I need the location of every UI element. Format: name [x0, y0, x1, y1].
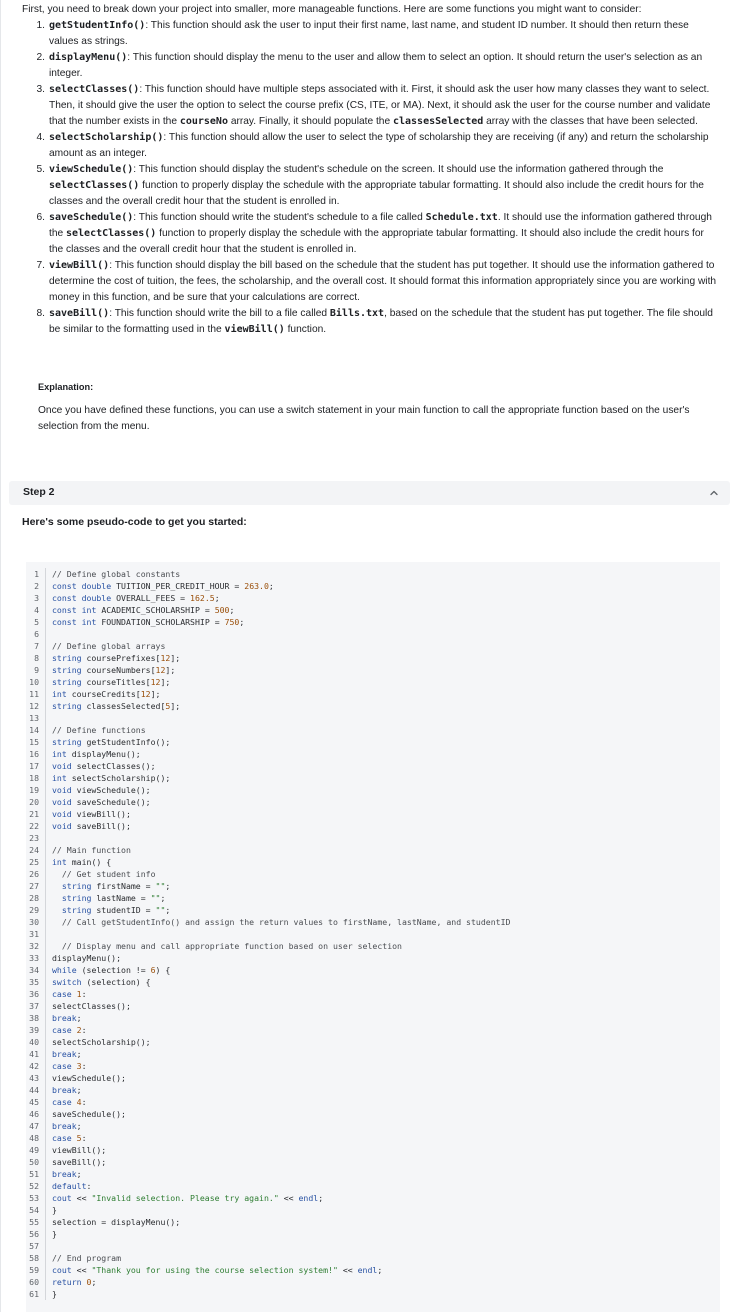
list-text: [49, 50, 722, 82]
code-line: [26, 880, 720, 892]
inline-code: courseNo: [179, 116, 228, 127]
function-desc: : This function should display the bill based on the schedule that the student has put together. It should use the information gathered to determine the cost of tuition, the fees, the scholarship, and the overall cost. It should format this information appropriately since you are working with money in this function, and be sure that your calculations are correct.: [49, 260, 717, 303]
list-item: [22, 82, 722, 130]
line-number: 13: [26, 712, 46, 724]
code-line: [26, 964, 720, 976]
code-text: // End program: [52, 1253, 122, 1263]
code-line: [26, 1024, 720, 1036]
code-text: [46, 712, 52, 724]
line-number: 5: [26, 616, 46, 628]
code-text: [46, 628, 52, 640]
code-text: string lastName = "";: [61, 893, 166, 903]
line-number: 4: [26, 604, 46, 616]
code-line: [26, 1012, 720, 1024]
code-line: [26, 1288, 720, 1300]
code-line: [26, 1084, 720, 1096]
code-line: [26, 700, 720, 712]
inline-code: selectClasses(): [49, 180, 140, 191]
code-line: [26, 844, 720, 856]
explanation-section: [38, 380, 728, 435]
line-number: 50: [26, 1156, 46, 1168]
line-number: 3: [26, 592, 46, 604]
line-number: 37: [26, 1000, 46, 1012]
line-number: 28: [26, 892, 46, 904]
function-desc: array. Finally, it should populate the: [227, 116, 393, 127]
line-number: 25: [26, 856, 46, 868]
code-line: [26, 1276, 720, 1288]
code-line: [26, 580, 720, 592]
code-line: [26, 652, 720, 664]
code-lines: [26, 568, 720, 1300]
line-number: 26: [26, 868, 46, 880]
code-text: string getStudentInfo();: [52, 737, 171, 747]
code-text: return 0;: [52, 1277, 97, 1287]
code-line: [26, 1168, 720, 1180]
line-number: 7: [26, 640, 46, 652]
list-text: [49, 82, 722, 130]
code-line: [26, 1048, 720, 1060]
code-line: [26, 916, 720, 928]
code-text: case 4:: [52, 1097, 87, 1107]
code-line: [26, 808, 720, 820]
step-header[interactable]: [9, 481, 730, 505]
function-name: displayMenu(): [49, 52, 128, 63]
intro-text: First, you need to break down your project into smaller, more manageable functions. Here are some functions you might want to consider:: [22, 4, 642, 15]
line-number: 54: [26, 1204, 46, 1216]
line-number: 47: [26, 1120, 46, 1132]
code-line: [26, 1120, 720, 1132]
list-item: [22, 258, 722, 306]
list-number: 6.: [36, 212, 45, 223]
code-text: string coursePrefixes[12];: [52, 653, 181, 663]
code-line: [26, 1000, 720, 1012]
code-text: string courseTitles[12];: [52, 677, 171, 687]
code-line: [26, 760, 720, 772]
line-number: 27: [26, 880, 46, 892]
line-number: 48: [26, 1132, 46, 1144]
code-line: [26, 1204, 720, 1216]
inline-code: Bills.txt: [329, 308, 385, 319]
line-number: 9: [26, 664, 46, 676]
explanation-title: Explanation:: [38, 382, 94, 392]
line-number: 8: [26, 652, 46, 664]
code-text: break;: [52, 1121, 82, 1131]
code-line: [26, 988, 720, 1000]
line-number: 21: [26, 808, 46, 820]
line-number: 14: [26, 724, 46, 736]
list-item: [22, 130, 722, 162]
code-line: [26, 784, 720, 796]
line-number: 18: [26, 772, 46, 784]
code-text: // Display menu and call appropriate function based on user selection: [61, 941, 402, 951]
line-number: 56: [26, 1228, 46, 1240]
code-text: const double TUITION_PER_CREDIT_HOUR = 263.0;: [52, 581, 274, 591]
function-desc: function to properly display the schedule with the appropriate tabular formatting. It should also include the credit hours for the classes and the overall credit hour that the student is enrolled in.: [49, 228, 704, 255]
line-number: 59: [26, 1264, 46, 1276]
function-desc: : This function should allow the user to select the type of scholarship they are receiving (if any) and return the scholarship amount as an integer.: [49, 132, 709, 159]
code-text: [46, 928, 52, 940]
line-number: 38: [26, 1012, 46, 1024]
code-line: [26, 904, 720, 916]
function-name: getStudentInfo(): [49, 20, 146, 31]
function-desc: function to properly display the schedule with the appropriate tabular formatting. It should also include the credit hours for the classes and the overall credit hour that the student is enrolled in.: [49, 180, 704, 207]
list-number: 4.: [36, 132, 45, 143]
code-text: void viewSchedule();: [52, 785, 151, 795]
function-name: selectClasses(): [49, 84, 140, 95]
code-text: cout << "Invalid selection. Please try again." << endl;: [52, 1193, 324, 1203]
code-line: [26, 1144, 720, 1156]
inline-code: Schedule.txt: [425, 212, 498, 223]
code-text: cout << "Thank you for using the course selection system!" << endl;: [52, 1265, 383, 1275]
line-number: 61: [26, 1288, 46, 1300]
intro-section: [22, 2, 722, 338]
code-line: [26, 1072, 720, 1084]
line-number: 55: [26, 1216, 46, 1228]
code-line: [26, 628, 720, 640]
line-number: 11: [26, 688, 46, 700]
left-border: [0, 0, 1, 1312]
line-number: 46: [26, 1108, 46, 1120]
code-text: const int FOUNDATION_SCHOLARSHIP = 750;: [52, 617, 245, 627]
code-text: [46, 1240, 52, 1252]
code-line: [26, 772, 720, 784]
function-desc: : This function should display the student's schedule on the screen. It should use the information gathered through the: [133, 164, 664, 175]
code-line: [26, 748, 720, 760]
code-text: break;: [52, 1013, 82, 1023]
code-text: saveBill();: [52, 1157, 107, 1167]
code-text: void saveBill();: [52, 821, 131, 831]
step-label: Step 2: [23, 486, 55, 498]
line-number: 53: [26, 1192, 46, 1204]
code-line: [26, 592, 720, 604]
list-number: 5.: [36, 164, 45, 175]
list-number: 7.: [36, 260, 45, 271]
code-text: selectScholarship();: [52, 1037, 151, 1047]
code-text: // Get student info: [61, 869, 156, 879]
code-text: viewSchedule();: [52, 1073, 126, 1083]
pseudo-code-intro: Here's some pseudo-code to get you started:: [22, 516, 247, 528]
code-text: void saveSchedule();: [52, 797, 151, 807]
list-text: [49, 306, 722, 338]
inline-code: selectClasses(): [66, 228, 157, 239]
line-number: 35: [26, 976, 46, 988]
function-name: saveSchedule(): [49, 212, 134, 223]
inline-code: classesSelected: [392, 116, 484, 127]
line-number: 49: [26, 1144, 46, 1156]
line-number: 1: [26, 568, 46, 580]
code-text: case 2:: [52, 1025, 87, 1035]
code-text: }: [52, 1289, 57, 1299]
code-line: [26, 1036, 720, 1048]
code-line: [26, 736, 720, 748]
list-item: [22, 18, 722, 50]
function-name: saveBill(): [49, 308, 110, 319]
line-number: 60: [26, 1276, 46, 1288]
function-name: selectScholarship(): [49, 132, 164, 143]
line-number: 42: [26, 1060, 46, 1072]
line-number: 51: [26, 1168, 46, 1180]
code-line: [26, 568, 720, 580]
code-line: [26, 952, 720, 964]
code-text: while (selection != 6) {: [52, 965, 171, 975]
code-text: saveSchedule();: [52, 1109, 126, 1119]
line-number: 22: [26, 820, 46, 832]
code-line: [26, 1264, 720, 1276]
code-text: case 3:: [52, 1061, 87, 1071]
code-text: string classesSelected[5];: [52, 701, 181, 711]
line-number: 39: [26, 1024, 46, 1036]
function-desc: : This function should display the menu to the user and allow them to select an option. It should return the user's selection as an integer.: [49, 52, 703, 79]
line-number: 23: [26, 832, 46, 844]
list-number: 3.: [36, 84, 45, 95]
code-text: int displayMenu();: [52, 749, 141, 759]
function-name: viewBill(): [49, 260, 110, 271]
list-item: [22, 210, 722, 258]
code-text: // Call getStudentInfo() and assign the return values to firstName, lastName, and studentID: [61, 917, 511, 927]
code-text: void selectClasses();: [52, 761, 156, 771]
code-line: [26, 1216, 720, 1228]
code-line: [26, 676, 720, 688]
function-desc: array with the classes that have been selected.: [483, 116, 698, 127]
code-text: int courseCredits[12];: [52, 689, 161, 699]
code-text: string courseNumbers[12];: [52, 665, 176, 675]
code-line: [26, 640, 720, 652]
line-number: 52: [26, 1180, 46, 1192]
line-number: 32: [26, 940, 46, 952]
code-text: void viewBill();: [52, 809, 131, 819]
function-desc: : This function should write the student's schedule to a file called: [133, 212, 426, 223]
code-line: [26, 1156, 720, 1168]
code-text: case 1:: [52, 989, 87, 999]
code-line: [26, 1180, 720, 1192]
code-text: break;: [52, 1169, 82, 1179]
list-text: [49, 210, 722, 258]
code-line: [26, 664, 720, 676]
code-line: [26, 820, 720, 832]
list-number: 1.: [36, 20, 45, 31]
function-desc: : This function should have multiple steps associated with it. First, it should ask the user how many classes they want to select. Then, it should give the user the option to select the course prefix (CS, ITE, or MA). Next, it should ask the user for the course number and validate that the number exists in the: [49, 84, 711, 127]
list-text: [49, 258, 722, 306]
code-text: case 5:: [52, 1133, 87, 1143]
line-number: 12: [26, 700, 46, 712]
code-line: [26, 1060, 720, 1072]
code-line: [26, 1096, 720, 1108]
function-desc: , based on the schedule that the student has put together. The file should be similar to the formatting used in the: [49, 308, 713, 335]
line-number: 33: [26, 952, 46, 964]
code-line: [26, 976, 720, 988]
code-text: int main() {: [52, 857, 112, 867]
function-name: viewSchedule(): [49, 164, 134, 175]
list-item: [22, 162, 722, 210]
code-line: [26, 1252, 720, 1264]
line-number: 17: [26, 760, 46, 772]
code-text: // Define global constants: [52, 569, 181, 579]
code-line: [26, 1108, 720, 1120]
code-line: [26, 1132, 720, 1144]
code-line: [26, 1192, 720, 1204]
code-text: const double OVERALL_FEES = 162.5;: [52, 593, 220, 603]
code-line: [26, 940, 720, 952]
line-number: 31: [26, 928, 46, 940]
list-text: [49, 130, 722, 162]
code-block: [26, 562, 720, 1312]
code-line: [26, 796, 720, 808]
explanation-body: Once you have defined these functions, you can use a switch statement in your main function to call the appropriate function based on the user's selection from the menu.: [38, 405, 690, 432]
line-number: 58: [26, 1252, 46, 1264]
line-number: 40: [26, 1036, 46, 1048]
line-number: 10: [26, 676, 46, 688]
code-text: selectClasses();: [52, 1001, 131, 1011]
code-text: int selectScholarship();: [52, 773, 171, 783]
line-number: 20: [26, 796, 46, 808]
code-line: [26, 832, 720, 844]
line-number: 44: [26, 1084, 46, 1096]
code-text: default:: [52, 1181, 92, 1191]
code-text: break;: [52, 1085, 82, 1095]
line-number: 24: [26, 844, 46, 856]
code-line: [26, 856, 720, 868]
code-text: switch (selection) {: [52, 977, 151, 987]
code-text: // Main function: [52, 845, 131, 855]
list-text: [49, 18, 722, 50]
line-number: 45: [26, 1096, 46, 1108]
code-text: displayMenu();: [52, 953, 122, 963]
inline-code: viewBill(): [224, 324, 285, 335]
code-text: }: [52, 1229, 57, 1239]
line-number: 29: [26, 904, 46, 916]
list-item: [22, 306, 722, 338]
line-number: 16: [26, 748, 46, 760]
line-number: 2: [26, 580, 46, 592]
list-number: 2.: [36, 52, 45, 63]
line-number: 36: [26, 988, 46, 1000]
function-list: [22, 18, 722, 338]
code-line: [26, 604, 720, 616]
code-text: }: [52, 1205, 57, 1215]
code-text: selection = displayMenu();: [52, 1217, 181, 1227]
line-number: 30: [26, 916, 46, 928]
code-text: // Define functions: [52, 725, 146, 735]
code-text: break;: [52, 1049, 82, 1059]
list-number: 8.: [36, 308, 45, 319]
code-text: [46, 832, 52, 844]
line-number: 19: [26, 784, 46, 796]
function-desc: . It should use the information gathered through the: [49, 212, 712, 239]
code-line: [26, 868, 720, 880]
code-line: [26, 1240, 720, 1252]
code-text: const int ACADEMIC_SCHOLARSHIP = 500;: [52, 605, 235, 615]
code-line: [26, 892, 720, 904]
code-text: string firstName = "";: [61, 881, 171, 891]
code-line: [26, 616, 720, 628]
line-number: 15: [26, 736, 46, 748]
line-number: 43: [26, 1072, 46, 1084]
code-text: viewBill();: [52, 1145, 107, 1155]
function-desc: : This function should write the bill to a file called: [109, 308, 330, 319]
line-number: 34: [26, 964, 46, 976]
code-line: [26, 688, 720, 700]
function-desc: function.: [284, 324, 327, 335]
code-line: [26, 724, 720, 736]
line-number: 57: [26, 1240, 46, 1252]
code-text: // Define global arrays: [52, 641, 166, 651]
line-number: 6: [26, 628, 46, 640]
code-line: [26, 712, 720, 724]
list-item: [22, 50, 722, 82]
function-desc: : This function should ask the user to input their first name, last name, and student ID number. It should then return these values as strings.: [49, 20, 689, 47]
code-text: string studentID = "";: [61, 905, 171, 915]
chevron-up-icon[interactable]: [708, 487, 720, 499]
code-line: [26, 1228, 720, 1240]
list-text: [49, 162, 722, 210]
code-line: [26, 928, 720, 940]
line-number: 41: [26, 1048, 46, 1060]
